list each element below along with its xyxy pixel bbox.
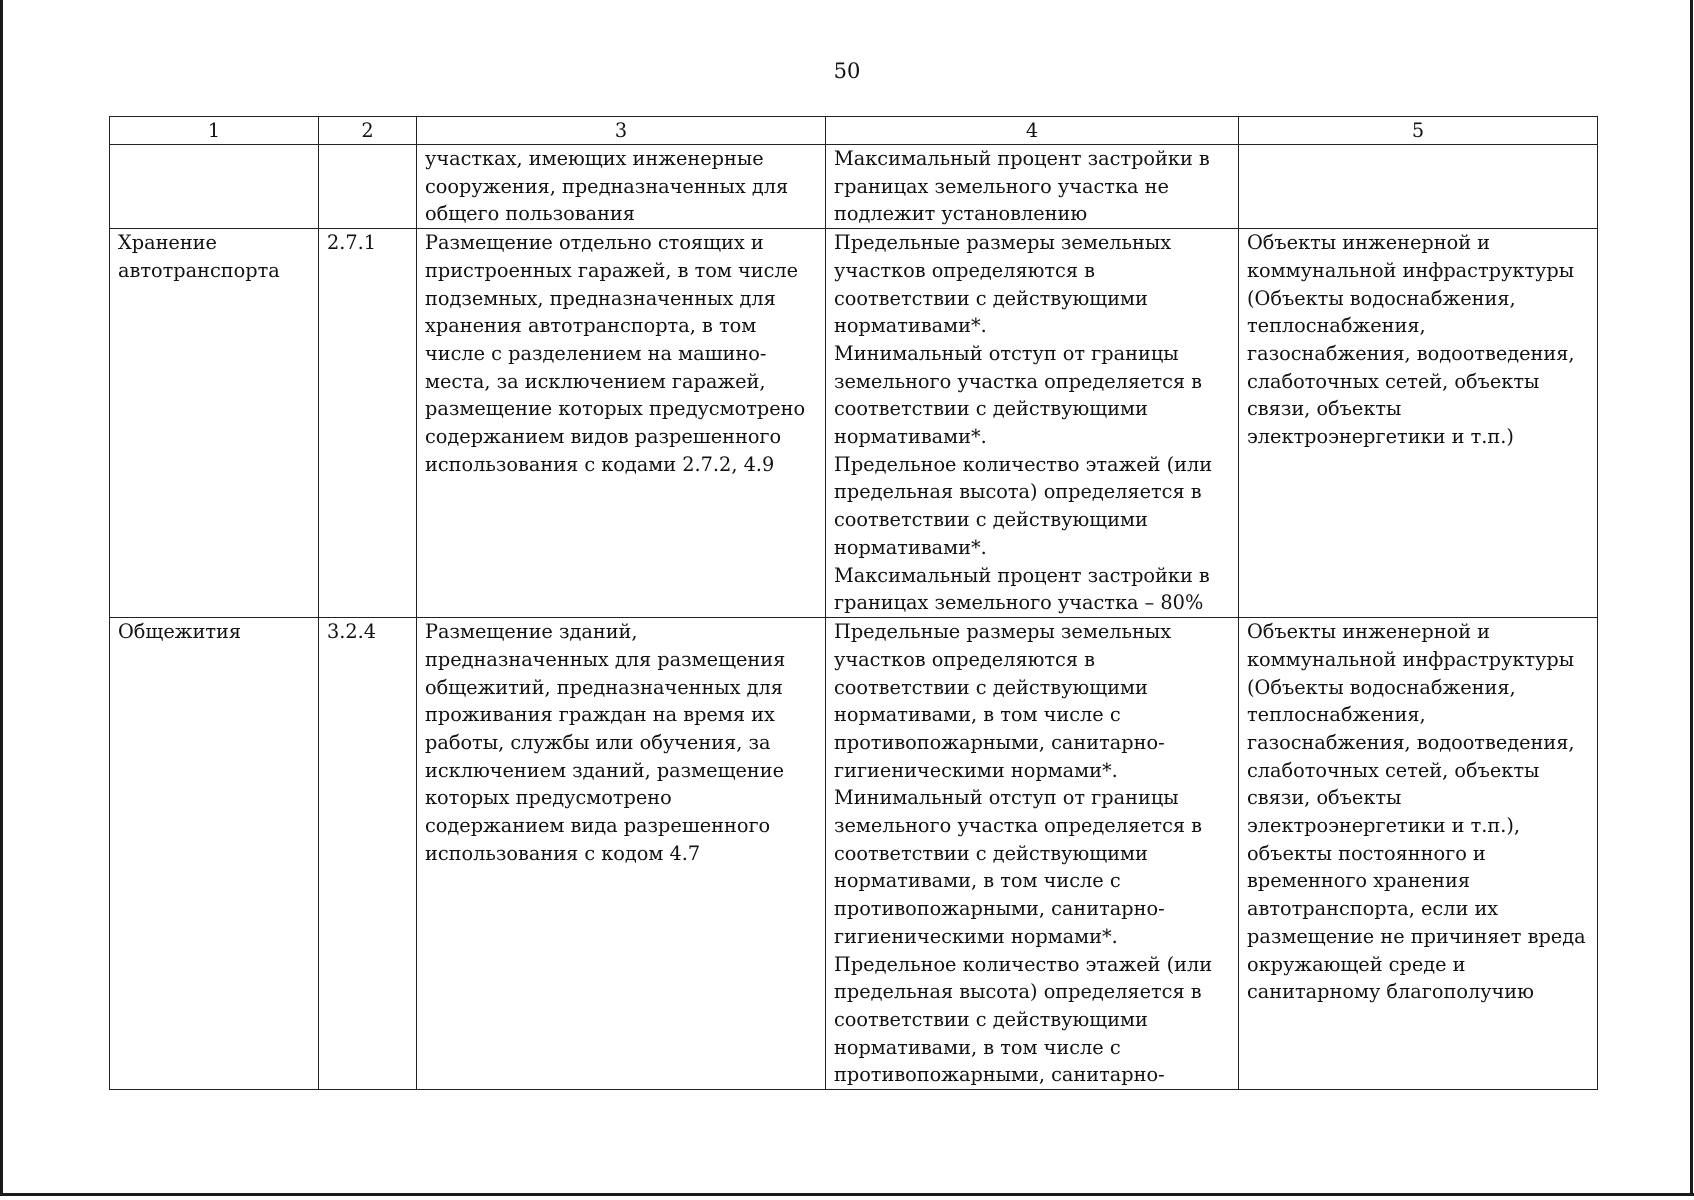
cell-use-name	[110, 145, 319, 229]
column-header-1: 1	[110, 117, 319, 145]
column-header-4: 4	[826, 117, 1239, 145]
cell-parameters: Максимальный процент застройки в границах земельного участка не подлежит установлению	[826, 145, 1239, 229]
page-number: 50	[833, 59, 861, 83]
table-row	[110, 229, 1598, 618]
column-header-5: 5	[1239, 117, 1598, 145]
column-header-3: 3	[417, 117, 826, 145]
cell-use-description: участках, имеющих инженерные сооружения, предназначенных для общего пользования	[417, 145, 826, 229]
cell-use-name: Хранение автотранспорта	[110, 229, 319, 618]
column-header-2: 2	[319, 117, 417, 145]
cell-use-code	[319, 145, 417, 229]
regulations-table	[109, 116, 1598, 1090]
table-row	[110, 618, 1598, 1090]
cell-use-code: 2.7.1	[319, 229, 417, 618]
cell-parameters: Предельные размеры земельных участков определяются в соответствии с действующими нормативами, в том числе с противопожарными, санитарно- гигиеническими нормами*. Минимальный отступ от границы земельного участка определяется в соответствии с действующими нормативами, в том числе с противопожарными, санитарно- гигиеническими нормами*. Предельное количество этажей (или предельная высота) определяется в соответствии с действующими нормативами, в том числе с противопожарными, санитарно-	[826, 618, 1239, 1090]
cell-use-description: Размещение зданий, предназначенных для размещения общежитий, предназначенных для проживания граждан на время их работы, службы или обучения, за исключением зданий, размещение которых предусмотрено содержанием вида разрешенного использования с кодом 4.7	[417, 618, 826, 1090]
cell-use-description: Размещение отдельно стоящих и пристроенных гаражей, в том числе подземных, предназначенных для хранения автотранспорта, в том числе с разделением на машино- места, за исключением гаражей, размещение которых предусмотрено содержанием видов разрешенного использования с кодами 2.7.2, 4.9	[417, 229, 826, 618]
header-row	[110, 117, 1598, 145]
cell-use-code: 3.2.4	[319, 618, 417, 1090]
cell-use-name: Общежития	[110, 618, 319, 1090]
table-row	[110, 145, 1598, 229]
scan-edge-bottom	[0, 1193, 1694, 1196]
scan-edge-right	[1690, 0, 1693, 1196]
cell-parameters: Предельные размеры земельных участков определяются в соответствии с действующими нормативами*. Минимальный отступ от границы земельного участка определяется в соответствии с действующими нормативами*. Предельное количество этажей (или предельная высота) определяется в соответствии с действующими нормативами*. Максимальный процент застройки в границах земельного участка – 80%	[826, 229, 1239, 618]
cell-auxiliary-uses: Объекты инженерной и коммунальной инфраструктуры (Объекты водоснабжения, теплоснабжения, газоснабжения, водоотведения, слаботочных сетей, объекты связи, объекты электроэнергетики и т.п.)	[1239, 229, 1598, 618]
cell-auxiliary-uses: Объекты инженерной и коммунальной инфраструктуры (Объекты водоснабжения, теплоснабжения, газоснабжения, водоотведения, слаботочных сетей, объекты связи, объекты электроэнергетики и т.п.), объекты постоянного и временного хранения автотранспорта, если их размещение не причиняет вреда окружающей среде и санитарному благополучию	[1239, 618, 1598, 1090]
scan-edge-left	[0, 0, 3, 1196]
cell-auxiliary-uses	[1239, 145, 1598, 229]
